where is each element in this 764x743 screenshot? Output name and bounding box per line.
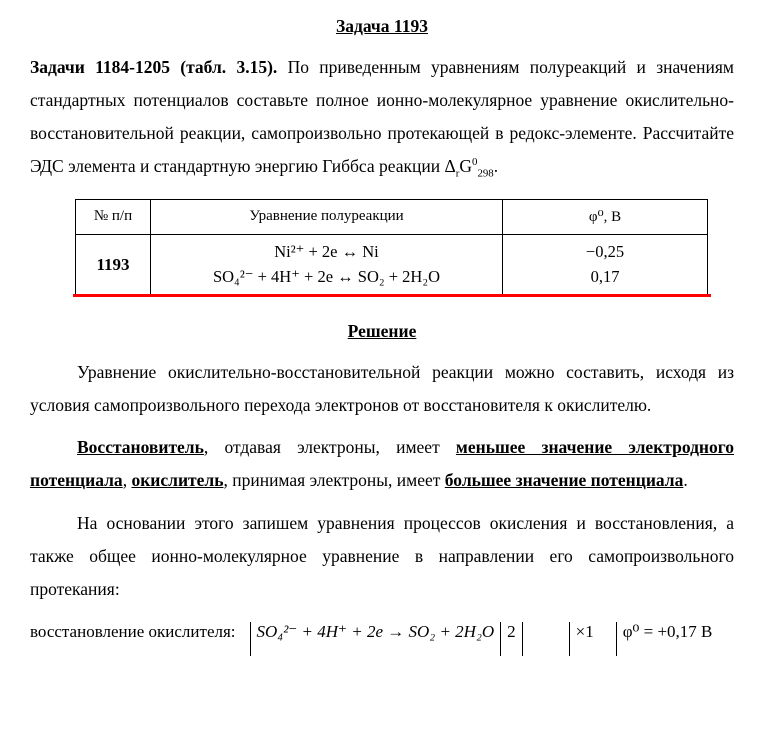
reducer-term: Восстановитель — [77, 437, 204, 458]
cathode-potential: φ⁰ = +0,17 В — [616, 622, 717, 656]
potentials-cell — [503, 234, 708, 295]
solution-paragraph-3: На основании этого запишем уравнения процессов окисления и восстановления, а также общее ионно-молекулярное уравнение в направлении его самопроизвольного протекания: — [30, 513, 734, 600]
half-reaction-2: SO₄²⁻ + 4H⁺ + 2e ↔ SO₂ + 2H₂O — [212, 267, 441, 287]
para2-text-3: , принимая электроны, имеет — [223, 470, 445, 491]
para2-text-4: . — [683, 470, 688, 491]
gibbs-sub-298: 298 — [477, 167, 494, 180]
gibbs-energy-symbol — [444, 155, 499, 180]
solution-heading-text: Решение — [347, 320, 417, 341]
half-reaction-table — [75, 199, 708, 296]
potential-value-1: −0,25 — [585, 241, 625, 261]
oxidizer-term: окислитель — [131, 470, 224, 491]
solution-paragraph-2 — [30, 431, 734, 497]
task-title — [30, 16, 734, 37]
gibbs-delta: Δ — [444, 155, 456, 176]
potential-value-2: 0,17 — [590, 267, 620, 287]
solution-section — [30, 321, 734, 656]
solution-paragraph-1: Уравнение окислительно-восстановительной реакции можно составить, исходя из условия самопроизвольного перехода электронов от восстановителя к окислителю. — [30, 361, 734, 415]
col-header-equation: Уравнение полуреакции — [151, 199, 503, 234]
gibbs-period: . — [493, 155, 499, 176]
para2-text-2: , — [122, 470, 132, 491]
intro-lead: Задачи 1184-1205 (табл. 3.15). — [30, 57, 278, 77]
reduction-label: восстановление окислителя: — [30, 621, 236, 641]
equations-cell — [151, 234, 503, 295]
col-header-number: № п/п — [76, 199, 151, 234]
lower-potential-phrase: меньшее значение электродного потенциала — [30, 437, 735, 491]
red-underline — [73, 294, 711, 297]
electron-count: 2 — [500, 622, 523, 656]
gibbs-g: G — [459, 155, 473, 176]
intro-paragraph — [30, 51, 734, 183]
col-header-potential: φ⁰, В — [503, 199, 708, 234]
gibbs-sup-zero: 0 — [472, 155, 478, 168]
table-header-row — [76, 199, 708, 234]
solution-heading — [30, 321, 734, 342]
equation-multiplier: ×1 — [569, 622, 598, 656]
table-row — [76, 234, 708, 295]
para2-text-1: , отдавая электроны, имеет — [203, 437, 456, 458]
gibbs-sub-r: r — [455, 167, 460, 180]
half-reaction-1: Ni²⁺ + 2e ↔ Ni — [274, 241, 379, 261]
task-title-text: Задача 1193 — [336, 16, 428, 36]
intro-body: По приведенным уравнениям полуреакций и значениям стандартных потенциалов составьте полное ионно-молекулярное уравнение окислительно-восстановительной реакции, самопроизвольно протекающей в редокс-элементе. Рассчитайте ЭДС элемента и стандартную энергию Гиббса реакции — [30, 57, 734, 176]
reduction-equation: SO₄²⁻ + 4H⁺ + 2e → SO₂ + 2H₂O — [250, 622, 501, 656]
task-number-cell: 1193 — [76, 234, 151, 295]
oxidizer-reduction-line — [30, 622, 734, 656]
higher-potential-phrase: большее значение потенциала — [444, 470, 684, 491]
